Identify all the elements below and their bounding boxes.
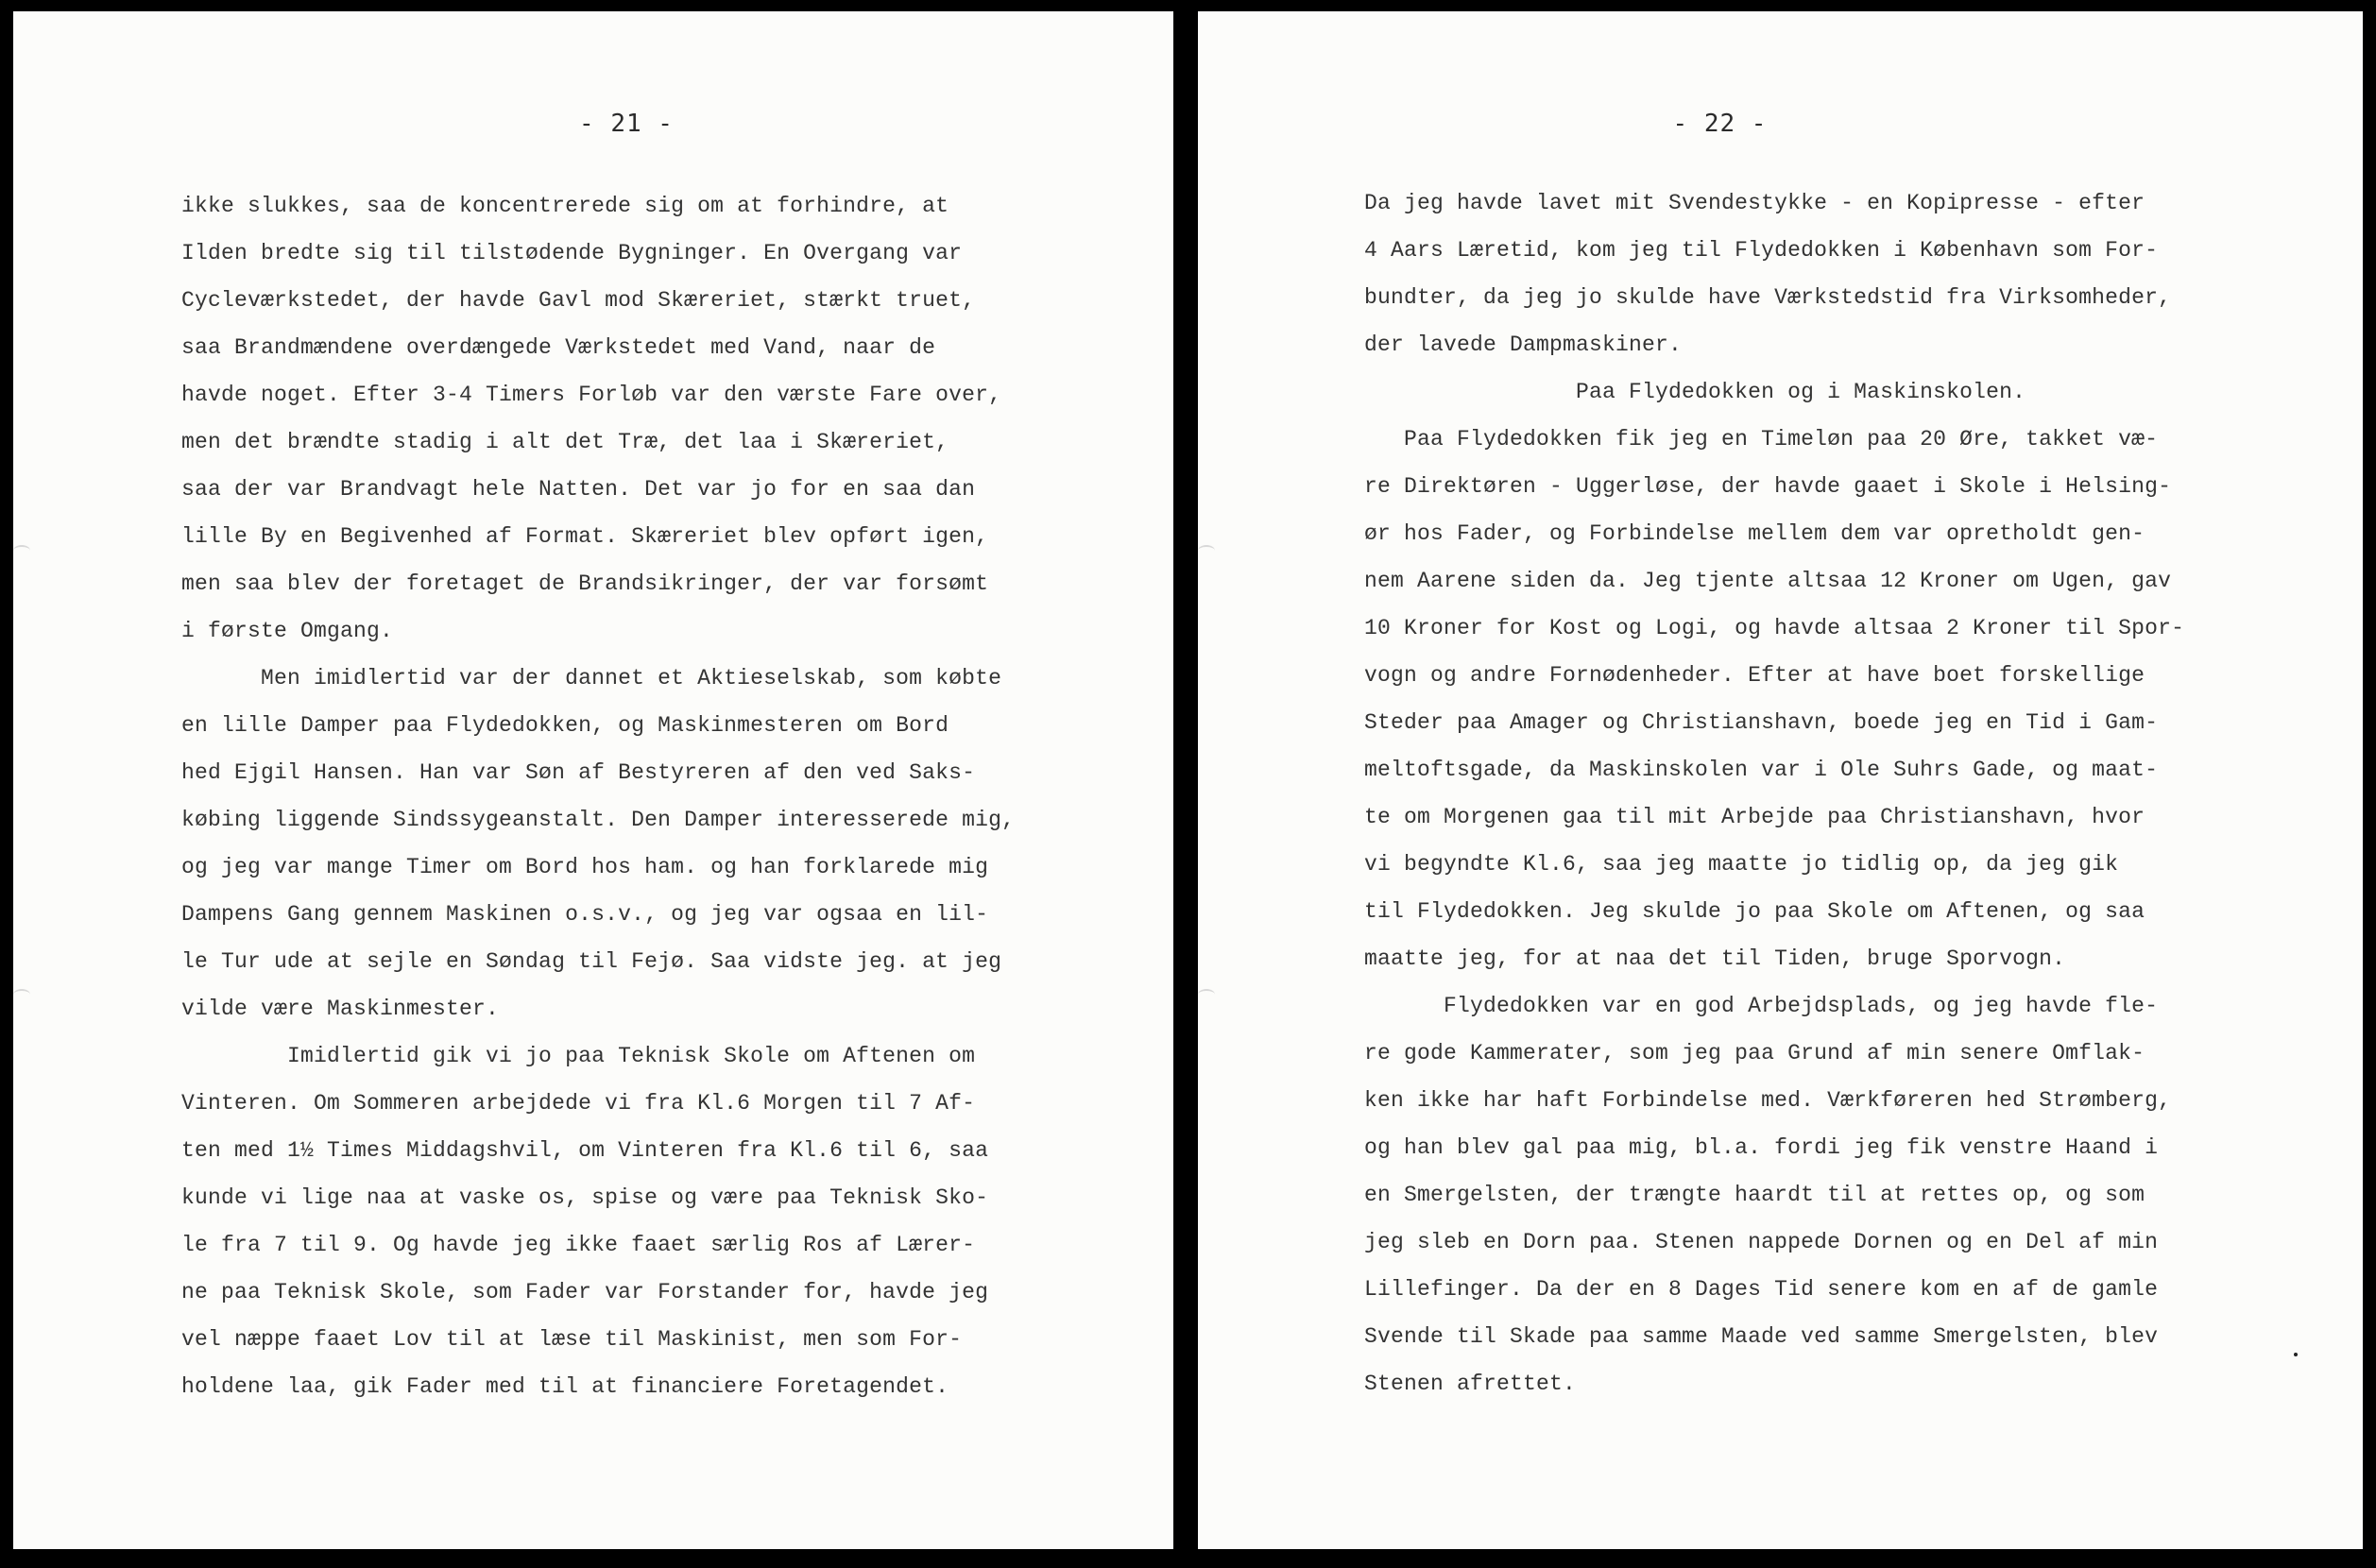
text-line: vilde være Maskinmester. — [181, 997, 500, 1021]
text-line: og han blev gal paa mig, bl.a. fordi jeg fik venstre Haand i — [1364, 1135, 2159, 1160]
text-line: lille By en Begivenhed af Format. Skæreriet blev opført igen, — [181, 524, 989, 549]
text-line: ne paa Teknisk Skole, som Fader var Forstander for, havde jeg — [181, 1280, 989, 1304]
punch-hole-mark — [13, 545, 30, 556]
text-line: i første Omgang. — [181, 619, 394, 643]
text-line: ikke slukkes, saa de koncentrerede sig om at forhindre, at — [181, 194, 949, 218]
text-line: ten med 1½ Times Middagshvil, om Vinteren fra Kl.6 til 6, saa — [181, 1138, 989, 1163]
text-line: Cycleværkstedet, der havde Gavl mod Skæreriet, stærkt truet, — [181, 288, 976, 313]
text-line: købing liggende Sindssygeanstalt. Den Damper interesserede mig, — [181, 808, 1016, 832]
text-line: ken ikke har haft Forbindelse med. Værkføreren hed Strømberg, — [1364, 1088, 2172, 1113]
text-line: le fra 7 til 9. Og havde jeg ikke faaet særlig Ros af Lærer- — [181, 1233, 976, 1257]
text-line: te om Morgenen gaa til mit Arbejde paa Christianshavn, hvor — [1364, 805, 2145, 829]
text-line: 4 Aars Læretid, kom jeg til Flydedokken i København som For- — [1364, 238, 2159, 263]
document-page-21 — [13, 11, 1173, 1549]
text-line: Paa Flydedokken fik jeg en Timeløn paa 20 Øre, takket væ- — [1364, 427, 2159, 452]
text-line: Da jeg havde lavet mit Svendestykke - en Kopipresse - efter — [1364, 191, 2145, 215]
text-line: der lavede Dampmaskiner. — [1364, 332, 1683, 357]
text-line: havde noget. Efter 3-4 Timers Forløb var den værste Fare over, — [181, 383, 1002, 407]
text-line: Men imidlertid var der dannet et Aktieselskab, som købte — [181, 666, 1002, 690]
text-line: holdene laa, gik Fader med til at financiere Foretagendet. — [181, 1374, 949, 1399]
document-page-22 — [1198, 11, 2363, 1549]
text-line: meltoftsgade, da Maskinskolen var i Ole Suhrs Gade, og maat- — [1364, 758, 2159, 782]
text-line: en Smergelsten, der trængte haardt til at rettes op, og som — [1364, 1183, 2145, 1207]
text-line: men saa blev der foretaget de Brandsikringer, der var forsømt — [181, 571, 989, 596]
text-line: nem Aarene siden da. Jeg tjente altsaa 12 Kroner om Ugen, gav — [1364, 569, 2172, 593]
text-line: Svende til Skade paa samme Maade ved samme Smergelsten, blev — [1364, 1324, 2159, 1349]
text-line: Imidlertid gik vi jo paa Teknisk Skole om Aftenen om — [181, 1044, 976, 1068]
text-line: vogn og andre Fornødenheder. Efter at have boet forskellige — [1364, 663, 2145, 688]
text-line: re Direktøren - Uggerløse, der havde gaaet i Skole i Helsing- — [1364, 474, 2172, 499]
text-line: ør hos Fader, og Forbindelse mellem dem var opretholdt gen- — [1364, 521, 2145, 546]
punch-hole-mark — [1198, 989, 1215, 1000]
text-line: Vinteren. Om Sommeren arbejdede vi fra Kl.6 Morgen til 7 Af- — [181, 1091, 976, 1116]
typed-text-block — [1364, 179, 2299, 1407]
text-line: le Tur ude at sejle en Søndag til Fejø. Saa vidste jeg. at jeg — [181, 949, 1002, 974]
typed-text-block — [181, 182, 1088, 1410]
page-number: - 21 - — [579, 110, 674, 138]
punch-hole-mark — [13, 989, 30, 1000]
text-line: Ilden bredte sig til tilstødende Bygninger. En Overgang var — [181, 241, 963, 265]
text-line: saa der var Brandvagt hele Natten. Det var jo for en saa dan — [181, 477, 976, 502]
text-line: 10 Kroner for Kost og Logi, og havde altsaa 2 Kroner til Spor- — [1364, 616, 2185, 640]
text-line: hed Ejgil Hansen. Han var Søn af Bestyreren af den ved Saks- — [181, 760, 976, 785]
text-line: bundter, da jeg jo skulde have Værkstedstid fra Virksomheder, — [1364, 285, 2172, 310]
text-line: vel næppe faaet Lov til at læse til Maskinist, men som For- — [181, 1327, 963, 1352]
punch-hole-mark — [1198, 545, 1215, 556]
text-line: jeg sleb en Dorn paa. Stenen nappede Dornen og en Del af min — [1364, 1230, 2159, 1254]
text-line: Flydedokken var en god Arbejdsplads, og jeg havde fle- — [1364, 994, 2159, 1018]
text-line: til Flydedokken. Jeg skulde jo paa Skole om Aftenen, og saa — [1364, 899, 2145, 924]
text-line: og jeg var mange Timer om Bord hos ham. og han forklarede mig — [181, 855, 989, 879]
page-number: - 22 - — [1672, 110, 1768, 138]
text-line: kunde vi lige naa at vaske os, spise og være paa Teknisk Sko- — [181, 1185, 989, 1210]
text-line: Lillefinger. Da der en 8 Dages Tid senere kom en af de gamle — [1364, 1277, 2159, 1302]
text-line: re gode Kammerater, som jeg paa Grund af min senere Omflak- — [1364, 1041, 2145, 1065]
text-line: en lille Damper paa Flydedokken, og Maskinmesteren om Bord — [181, 713, 949, 738]
text-line: Steder paa Amager og Christianshavn, boede jeg en Tid i Gam- — [1364, 710, 2159, 735]
text-line: vi begyndte Kl.6, saa jeg maatte jo tidlig op, da jeg gik — [1364, 852, 2119, 877]
text-line: men det brændte stadig i alt det Træ, det laa i Skæreriet, — [181, 430, 949, 454]
text-line: saa Brandmændene overdængede Værkstedet med Vand, naar de — [181, 335, 936, 360]
text-line: maatte jeg, for at naa det til Tiden, bruge Sporvogn. — [1364, 946, 2066, 971]
text-line: Stenen afrettet. — [1364, 1372, 1577, 1396]
text-line: Dampens Gang gennem Maskinen o.s.v., og jeg var ogsaa en lil- — [181, 902, 989, 927]
section-heading: Paa Flydedokken og i Maskinskolen. — [1364, 380, 2026, 404]
